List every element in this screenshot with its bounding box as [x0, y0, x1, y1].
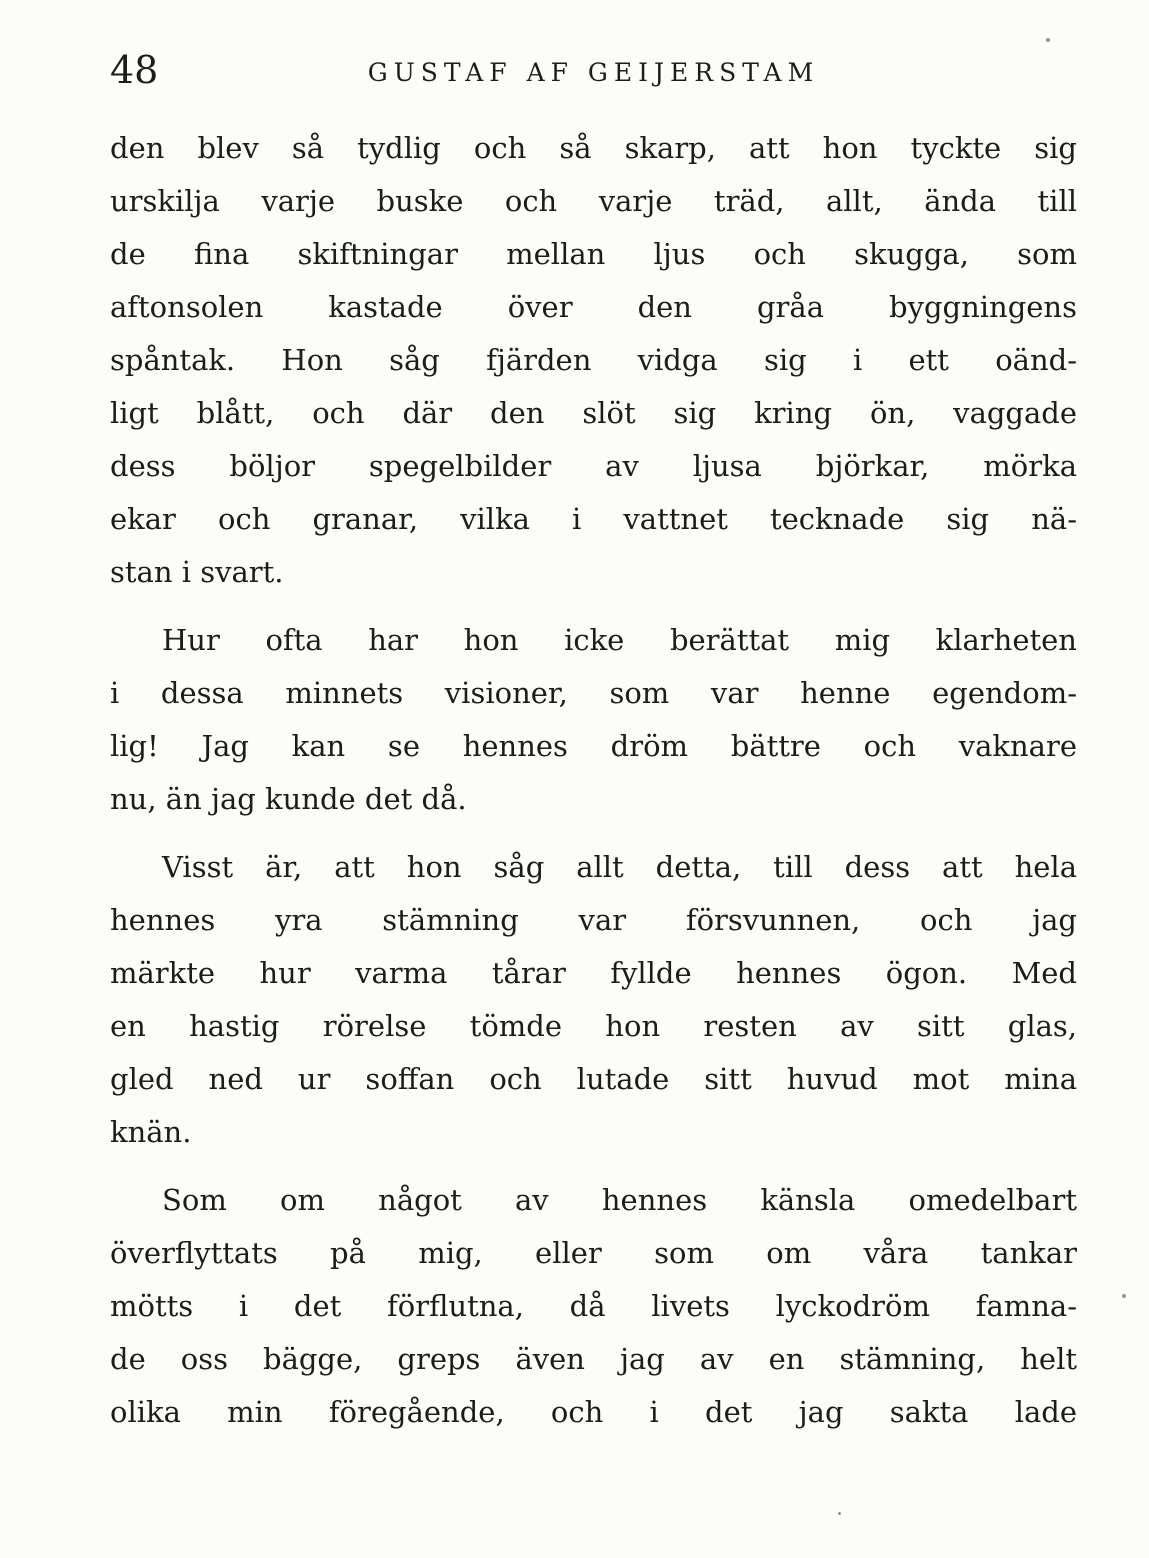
scan-speck — [1122, 1294, 1126, 1298]
paragraph — [110, 1174, 1077, 1439]
scan-speck — [838, 1512, 841, 1515]
text-line: en hastig rörelse tömde hon resten av sitt glas, — [110, 1009, 1077, 1043]
text-block — [110, 122, 1077, 1439]
text-line: nu, än jag kunde det då. — [110, 782, 467, 816]
text-line: urskilja varje buske och varje träd, allt, ända till — [110, 184, 1077, 218]
text-line: i dessa minnets visioner, som var henne egendom- — [110, 676, 1077, 710]
text-line: lig! Jag kan se hennes dröm bättre och vaknare — [110, 729, 1077, 763]
page-header — [110, 48, 1077, 98]
text-line: Hur ofta har hon icke berättat mig klarheten — [162, 623, 1077, 657]
scan-speck — [1046, 38, 1050, 42]
text-line: stan i svart. — [110, 555, 284, 589]
text-line: märkte hur varma tårar fyllde hennes ögon. Med — [110, 956, 1077, 990]
text-line: Som om något av hennes känsla omedelbart — [162, 1183, 1077, 1217]
text-line: knän. — [110, 1115, 192, 1149]
text-line: Visst är, att hon såg allt detta, till dess att hela — [162, 850, 1077, 884]
paragraph — [110, 122, 1077, 599]
text-line: den blev så tydlig och så skarp, att hon tyckte sig — [110, 131, 1077, 165]
page-number: 48 — [110, 48, 159, 92]
text-line: ligt blått, och där den slöt sig kring ön, vaggade — [110, 396, 1077, 430]
text-line: mötts i det förflutna, då livets lyckodröm famna- — [110, 1289, 1077, 1323]
paragraph — [110, 614, 1077, 826]
text-line: gled ned ur soffan och lutade sitt huvud mot mina — [110, 1062, 1077, 1096]
text-line: hennes yra stämning var försvunnen, och jag — [110, 903, 1077, 937]
paragraph — [110, 841, 1077, 1159]
text-line: de oss bägge, greps även jag av en stämning, helt — [110, 1342, 1077, 1376]
text-line: ekar och granar, vilka i vattnet tecknade sig nä- — [110, 502, 1077, 536]
text-line: olika min föregående, och i det jag sakta lade — [110, 1395, 1077, 1429]
text-line: aftonsolen kastade över den gråa byggningens — [110, 290, 1077, 324]
running-header: GUSTAF AF GEIJERSTAM — [367, 58, 820, 87]
text-line: dess böljor spegelbilder av ljusa björkar, mörka — [110, 449, 1077, 483]
text-line: spåntak. Hon såg fjärden vidga sig i ett oänd- — [110, 343, 1077, 377]
text-line: överflyttats på mig, eller som om våra tankar — [110, 1236, 1077, 1270]
text-line: de fina skiftningar mellan ljus och skugga, som — [110, 237, 1077, 271]
